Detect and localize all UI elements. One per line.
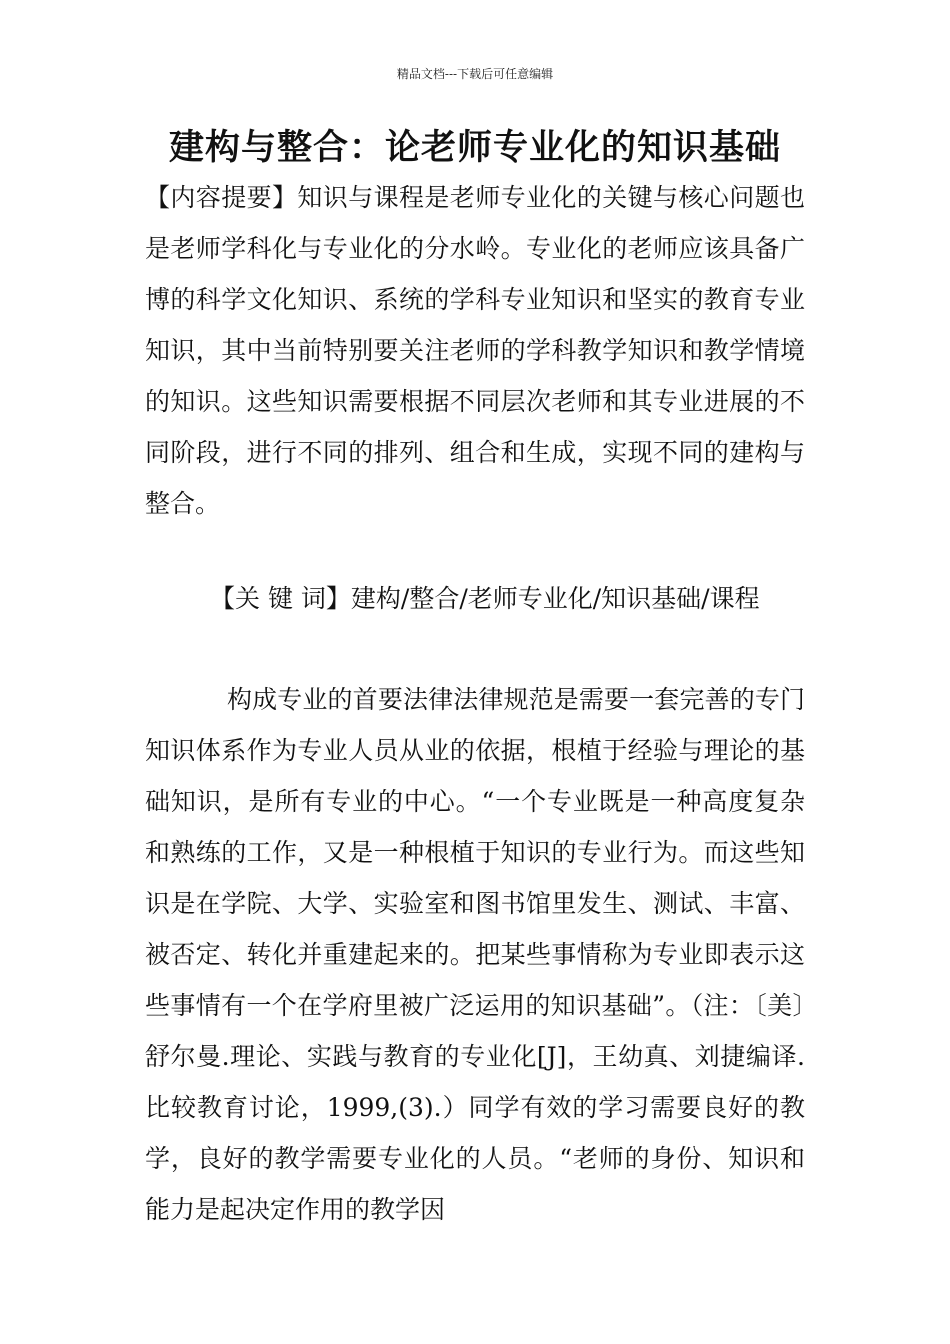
keywords-line: 【关 键 词】建构/整合/老师专业化/知识基础/课程	[210, 584, 760, 613]
header-note: 精品文档---下载后可任意编辑	[396, 67, 554, 81]
body-paragraph: 构成专业的首要法律法律规范是需要一套完善的专门知识体系作为专业人员从业的依据，根植于经验与理论的基础知识，是所有专业的中心。“一个专业既是一种高度复杂和熟练的工作，又是一种根植于知识的专业行为。而这些知识是在学院、大学、实验室和图书馆里发生、测试、丰富、被否定、转化并重建起来的。把某些事情称为专业即表示这些事情有一个在学府里被广泛运用的知识基础”。（注：〔美〕舒尔曼.理论、实践与教育的专业化[J]，王幼真、刘捷编译.比较教育讨论，1999,(3).）同学有效的学习需要良好的教学，良好的教学需要专业化的人员。“老师的身份、知识和能力是起决定作用的教学因	[145, 685, 805, 1224]
document-title: 建构与整合：论老师专业化的知识基础	[168, 128, 781, 168]
abstract-paragraph: 【内容提要】知识与课程是老师专业化的关键与核心问题也是老师学科化与专业化的分水岭。专业化的老师应该具备广博的科学文化知识、系统的学科专业知识和坚实的教育专业知识，其中当前特别要关注老师的学科教学知识和教学情境的知识。这些知识需要根据不同层次老师和其专业进展的不同阶段，进行不同的排列、组合和生成，实现不同的建构与整合。	[145, 183, 805, 518]
